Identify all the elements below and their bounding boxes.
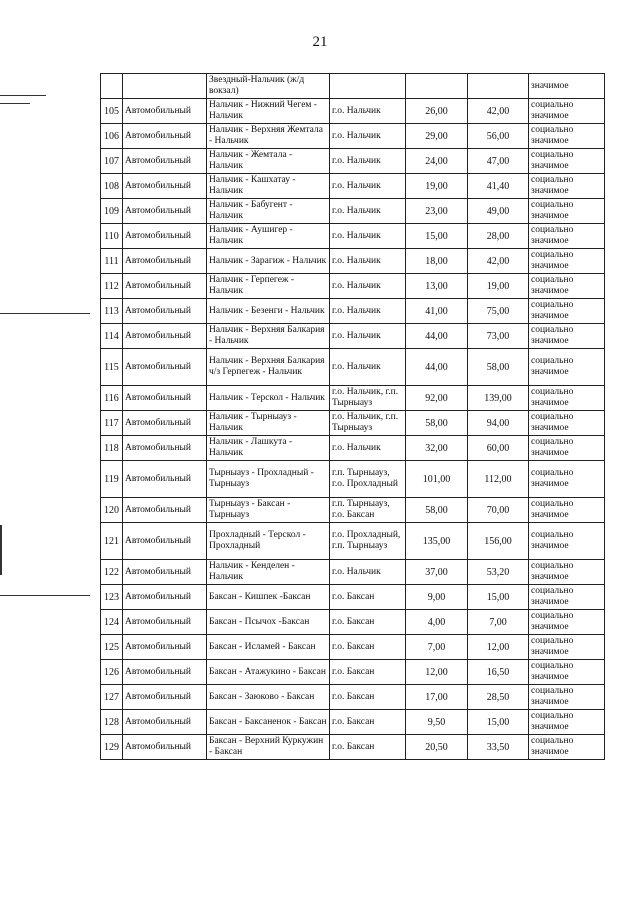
table-row bbox=[101, 174, 605, 199]
route-status: социально значимое bbox=[529, 199, 605, 224]
transport-type: Автомобильный bbox=[123, 349, 207, 386]
route-name: Прохладный - Терскол - Прохладный bbox=[207, 523, 330, 560]
transport-type: Автомобильный bbox=[123, 523, 207, 560]
route-name: Нальчик - Терскол - Нальчик bbox=[207, 386, 330, 411]
row-number: 110 bbox=[101, 224, 123, 249]
tariff-value-1: 44,00 bbox=[406, 324, 468, 349]
tariff-table bbox=[100, 73, 605, 760]
tariff-value-2: 15,00 bbox=[468, 585, 529, 610]
scan-mark bbox=[0, 95, 46, 96]
transport-type: Автомобильный bbox=[123, 635, 207, 660]
table-row bbox=[101, 249, 605, 274]
tariff-value-2: 12,00 bbox=[468, 635, 529, 660]
route-status: социально значимое bbox=[529, 523, 605, 560]
transport-type: Автомобильный bbox=[123, 199, 207, 224]
route-name: Нальчик - Жемтала - Нальчик bbox=[207, 149, 330, 174]
tariff-value-1: 26,00 bbox=[406, 99, 468, 124]
municipality: г.о. Нальчик bbox=[330, 149, 406, 174]
route-name: Нальчик - Верхняя Жемтала - Нальчик bbox=[207, 124, 330, 149]
table-row bbox=[101, 735, 605, 760]
route-name: Нальчик - Тырныауз - Нальчик bbox=[207, 411, 330, 436]
municipality: г.о. Баксан bbox=[330, 710, 406, 735]
row-number: 122 bbox=[101, 560, 123, 585]
scan-mark bbox=[0, 595, 90, 596]
route-name: Баксан - Атажукино - Баксан bbox=[207, 660, 330, 685]
transport-type: Автомобильный bbox=[123, 299, 207, 324]
route-status: социально значимое bbox=[529, 174, 605, 199]
table-row bbox=[101, 523, 605, 560]
row-number: 105 bbox=[101, 99, 123, 124]
tariff-value-1: 58,00 bbox=[406, 411, 468, 436]
row-number: 107 bbox=[101, 149, 123, 174]
row-number: 128 bbox=[101, 710, 123, 735]
tariff-value-2: 73,00 bbox=[468, 324, 529, 349]
transport-type: Автомобильный bbox=[123, 685, 207, 710]
transport-type: Автомобильный bbox=[123, 274, 207, 299]
tariff-value-1: 23,00 bbox=[406, 199, 468, 224]
route-name: Нальчик - Герпегеж - Нальчик bbox=[207, 274, 330, 299]
municipality: г.о. Нальчик bbox=[330, 349, 406, 386]
route-name: Звездный-Нальчик (ж/д вокзал) bbox=[207, 74, 330, 99]
tariff-value-2: 75,00 bbox=[468, 299, 529, 324]
row-number: 120 bbox=[101, 498, 123, 523]
route-status: социально значимое bbox=[529, 436, 605, 461]
table-row bbox=[101, 660, 605, 685]
row-number: 129 bbox=[101, 735, 123, 760]
transport-type: Автомобильный bbox=[123, 124, 207, 149]
transport-type: Автомобильный bbox=[123, 324, 207, 349]
row-number: 109 bbox=[101, 199, 123, 224]
tariff-value-1: 4,00 bbox=[406, 610, 468, 635]
route-status: социально значимое bbox=[529, 461, 605, 498]
route-status: социально значимое bbox=[529, 224, 605, 249]
tariff-value-1: 44,00 bbox=[406, 349, 468, 386]
tariff-value-1: 9,50 bbox=[406, 710, 468, 735]
scan-mark bbox=[0, 313, 90, 314]
table-row bbox=[101, 274, 605, 299]
transport-type: Автомобильный bbox=[123, 149, 207, 174]
table-row bbox=[101, 299, 605, 324]
route-name: Баксан - Баксаненок - Баксан bbox=[207, 710, 330, 735]
municipality: г.о. Нальчик, г.п. Тырныауз bbox=[330, 411, 406, 436]
tariff-value-2: 33,50 bbox=[468, 735, 529, 760]
route-status: социально значимое bbox=[529, 710, 605, 735]
municipality: г.п. Тырныауз, г.о. Прохладный bbox=[330, 461, 406, 498]
route-name: Тырныауз - Прохладный - Тырныауз bbox=[207, 461, 330, 498]
tariff-value-2: 15,00 bbox=[468, 710, 529, 735]
transport-type: Автомобильный bbox=[123, 249, 207, 274]
route-name: Нальчик - Кашхатау - Нальчик bbox=[207, 174, 330, 199]
table-row bbox=[101, 710, 605, 735]
tariff-value-2: 49,00 bbox=[468, 199, 529, 224]
route-name: Нальчик - Верхняя Балкария - Нальчик bbox=[207, 324, 330, 349]
route-status: социально значимое bbox=[529, 411, 605, 436]
table-row bbox=[101, 99, 605, 124]
municipality: г.о. Нальчик bbox=[330, 274, 406, 299]
route-status: социально значимое bbox=[529, 498, 605, 523]
route-name: Нальчик - Аушигер - Нальчик bbox=[207, 224, 330, 249]
tariff-value-1: 92,00 bbox=[406, 386, 468, 411]
tariff-value-1: 41,00 bbox=[406, 299, 468, 324]
row-number: 119 bbox=[101, 461, 123, 498]
route-status: социально значимое bbox=[529, 635, 605, 660]
tariff-value-2: 28,00 bbox=[468, 224, 529, 249]
row-number: 121 bbox=[101, 523, 123, 560]
tariff-value-2: 47,00 bbox=[468, 149, 529, 174]
municipality: г.о. Нальчик bbox=[330, 224, 406, 249]
tariff-value-1: 101,00 bbox=[406, 461, 468, 498]
tariff-value-2: 28,50 bbox=[468, 685, 529, 710]
tariff-value-1: 17,00 bbox=[406, 685, 468, 710]
row-number: 106 bbox=[101, 124, 123, 149]
row-number: 117 bbox=[101, 411, 123, 436]
route-status: значимое bbox=[529, 74, 605, 99]
tariff-value-2: 156,00 bbox=[468, 523, 529, 560]
tariff-value-1: 13,00 bbox=[406, 274, 468, 299]
municipality: г.о. Нальчик bbox=[330, 560, 406, 585]
municipality: г.о. Нальчик bbox=[330, 99, 406, 124]
tariff-value-2: 7,00 bbox=[468, 610, 529, 635]
tariff-value-1: 7,00 bbox=[406, 635, 468, 660]
tariff-value-1: 37,00 bbox=[406, 560, 468, 585]
table-row bbox=[101, 610, 605, 635]
municipality: г.о. Нальчик bbox=[330, 124, 406, 149]
route-status: социально значимое bbox=[529, 685, 605, 710]
route-status: социально значимое bbox=[529, 349, 605, 386]
scan-mark bbox=[0, 525, 2, 575]
table-row bbox=[101, 324, 605, 349]
transport-type: Автомобильный bbox=[123, 436, 207, 461]
tariff-value-2: 70,00 bbox=[468, 498, 529, 523]
municipality: г.о. Нальчик bbox=[330, 436, 406, 461]
municipality: г.о. Прохладный, г.п. Тырныауз bbox=[330, 523, 406, 560]
municipality bbox=[330, 74, 406, 99]
tariff-value-1: 24,00 bbox=[406, 149, 468, 174]
transport-type: Автомобильный bbox=[123, 411, 207, 436]
route-status: социально значимое bbox=[529, 585, 605, 610]
route-status: социально значимое bbox=[529, 99, 605, 124]
tariff-value-2: 58,00 bbox=[468, 349, 529, 386]
transport-type: Автомобильный bbox=[123, 174, 207, 199]
row-number: 113 bbox=[101, 299, 123, 324]
municipality: г.о. Нальчик bbox=[330, 174, 406, 199]
table-row bbox=[101, 349, 605, 386]
table-row bbox=[101, 585, 605, 610]
table-row bbox=[101, 74, 605, 99]
tariff-value-2: 42,00 bbox=[468, 99, 529, 124]
route-status: социально значимое bbox=[529, 249, 605, 274]
tariff-value-2: 16,50 bbox=[468, 660, 529, 685]
transport-type: Автомобильный bbox=[123, 386, 207, 411]
table-row bbox=[101, 224, 605, 249]
municipality: г.о. Баксан bbox=[330, 610, 406, 635]
route-name: Баксан - Заюково - Баксан bbox=[207, 685, 330, 710]
transport-type: Автомобильный bbox=[123, 735, 207, 760]
municipality: г.о. Нальчик bbox=[330, 299, 406, 324]
table-row bbox=[101, 411, 605, 436]
table-row bbox=[101, 124, 605, 149]
tariff-value-2: 41,40 bbox=[468, 174, 529, 199]
page-number: 21 bbox=[312, 34, 328, 50]
municipality: г.о. Нальчик, г.п. Тырныауз bbox=[330, 386, 406, 411]
row-number: 124 bbox=[101, 610, 123, 635]
table-row bbox=[101, 436, 605, 461]
table-row bbox=[101, 461, 605, 498]
tariff-value-2: 53,20 bbox=[468, 560, 529, 585]
tariff-value-2: 139,00 bbox=[468, 386, 529, 411]
route-name: Нальчик - Лашкута - Нальчик bbox=[207, 436, 330, 461]
tariff-value-1: 12,00 bbox=[406, 660, 468, 685]
transport-type bbox=[123, 74, 207, 99]
table-row bbox=[101, 685, 605, 710]
route-name: Баксан - Исламей - Баксан bbox=[207, 635, 330, 660]
tariff-value-1: 29,00 bbox=[406, 124, 468, 149]
route-name: Нальчик - Безенги - Нальчик bbox=[207, 299, 330, 324]
municipality: г.о. Нальчик bbox=[330, 249, 406, 274]
scan-mark bbox=[0, 103, 30, 104]
table-row bbox=[101, 199, 605, 224]
tariff-value-1: 20,50 bbox=[406, 735, 468, 760]
route-status: социально значимое bbox=[529, 299, 605, 324]
route-status: социально значимое bbox=[529, 324, 605, 349]
tariff-value-1: 135,00 bbox=[406, 523, 468, 560]
route-status: социально значимое bbox=[529, 560, 605, 585]
row-number: 111 bbox=[101, 249, 123, 274]
route-status: социально значимое bbox=[529, 660, 605, 685]
municipality: г.п. Тырныауз, г.о. Баксан bbox=[330, 498, 406, 523]
row-number: 114 bbox=[101, 324, 123, 349]
tariff-value-2: 94,00 bbox=[468, 411, 529, 436]
transport-type: Автомобильный bbox=[123, 660, 207, 685]
route-status: социально значимое bbox=[529, 149, 605, 174]
tariff-value-2: 112,00 bbox=[468, 461, 529, 498]
row-number bbox=[101, 74, 123, 99]
route-name: Нальчик - Кенделен - Нальчик bbox=[207, 560, 330, 585]
route-status: социально значимое bbox=[529, 610, 605, 635]
tariff-value-1: 19,00 bbox=[406, 174, 468, 199]
row-number: 116 bbox=[101, 386, 123, 411]
row-number: 115 bbox=[101, 349, 123, 386]
municipality: г.о. Баксан bbox=[330, 660, 406, 685]
tariff-value-1: 32,00 bbox=[406, 436, 468, 461]
route-name: Баксан - Псычох -Баксан bbox=[207, 610, 330, 635]
tariff-value-1: 58,00 bbox=[406, 498, 468, 523]
transport-type: Автомобильный bbox=[123, 610, 207, 635]
tariff-value-2: 19,00 bbox=[468, 274, 529, 299]
table-row bbox=[101, 635, 605, 660]
row-number: 125 bbox=[101, 635, 123, 660]
municipality: г.о. Баксан bbox=[330, 585, 406, 610]
table-row bbox=[101, 386, 605, 411]
tariff-value-1: 15,00 bbox=[406, 224, 468, 249]
route-name: Нальчик - Зарагиж - Нальчик bbox=[207, 249, 330, 274]
tariff-value-1: 9,00 bbox=[406, 585, 468, 610]
tariff-value-1: 18,00 bbox=[406, 249, 468, 274]
table-row bbox=[101, 149, 605, 174]
row-number: 108 bbox=[101, 174, 123, 199]
transport-type: Автомобильный bbox=[123, 99, 207, 124]
route-name: Баксан - Кишпек -Баксан bbox=[207, 585, 330, 610]
transport-type: Автомобильный bbox=[123, 710, 207, 735]
tariff-value-2: 42,00 bbox=[468, 249, 529, 274]
route-status: социально значимое bbox=[529, 124, 605, 149]
route-status: социально значимое bbox=[529, 386, 605, 411]
municipality: г.о. Баксан bbox=[330, 635, 406, 660]
table-row bbox=[101, 560, 605, 585]
transport-type: Автомобильный bbox=[123, 585, 207, 610]
municipality: г.о. Нальчик bbox=[330, 199, 406, 224]
route-name: Тырныауз - Баксан - Тырныауз bbox=[207, 498, 330, 523]
row-number: 123 bbox=[101, 585, 123, 610]
row-number: 127 bbox=[101, 685, 123, 710]
row-number: 126 bbox=[101, 660, 123, 685]
municipality: г.о. Баксан bbox=[330, 685, 406, 710]
row-number: 118 bbox=[101, 436, 123, 461]
tariff-value-2: 56,00 bbox=[468, 124, 529, 149]
table-row bbox=[101, 498, 605, 523]
transport-type: Автомобильный bbox=[123, 498, 207, 523]
tariff-value-2: 60,00 bbox=[468, 436, 529, 461]
route-name: Нальчик - Верхняя Балкария ч/з Герпегеж - Нальчик bbox=[207, 349, 330, 386]
route-name: Нальчик - Нижний Чегем - Нальчик bbox=[207, 99, 330, 124]
municipality: г.о. Баксан bbox=[330, 735, 406, 760]
transport-type: Автомобильный bbox=[123, 224, 207, 249]
municipality: г.о. Нальчик bbox=[330, 324, 406, 349]
tariff-value-2 bbox=[468, 74, 529, 99]
tariff-value-1 bbox=[406, 74, 468, 99]
route-status: социально значимое bbox=[529, 735, 605, 760]
transport-type: Автомобильный bbox=[123, 461, 207, 498]
route-name: Нальчик - Бабугент - Нальчик bbox=[207, 199, 330, 224]
route-name: Баксан - Верхний Куркужин - Баксан bbox=[207, 735, 330, 760]
route-status: социально значимое bbox=[529, 274, 605, 299]
row-number: 112 bbox=[101, 274, 123, 299]
transport-type: Автомобильный bbox=[123, 560, 207, 585]
